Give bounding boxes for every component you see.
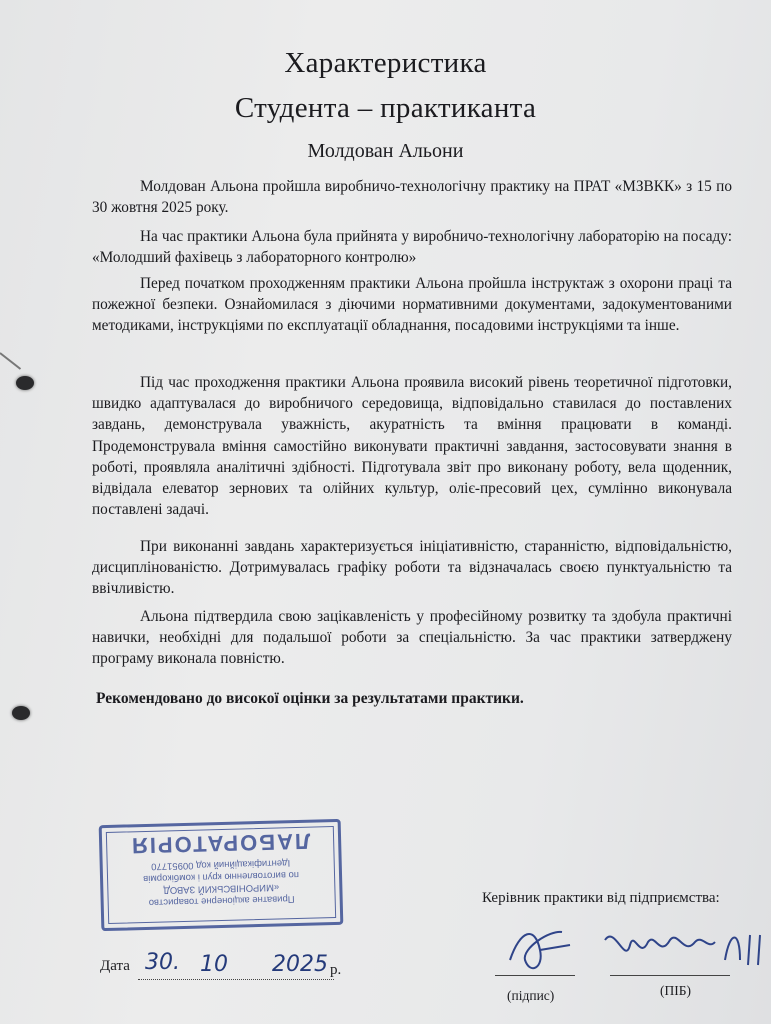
date-underline xyxy=(138,979,334,980)
recommendation: Рекомендовано до високої оцінки за результатами практики. xyxy=(96,690,524,707)
paragraph-qualities: При виконанні завдань характеризується ініціативністю, старанністю, відповідальністю, дисциплінованістю. Дотримувалась графіку роботи та відзначалась своєю пунктуальністю та ввічливістю. xyxy=(92,538,732,598)
stamp-title: ЛАБОРАТОРІЯ xyxy=(129,828,311,859)
handwritten-name xyxy=(600,920,771,980)
signature-mark xyxy=(500,920,580,980)
date-day: 30. xyxy=(145,950,180,975)
document-title: Характеристика xyxy=(284,47,487,79)
paragraph-internship: Молдован Альона пройшла виробничо-технологічну практику на ПРАТ «МЗВКК» з 15 по 30 жовтня 2025 року. xyxy=(92,178,732,217)
date-label: Дата xyxy=(100,958,130,974)
paragraph-performance: Під час проходження практики Альона проявила високий рівень теоретичної підготовки, швидко адаптувалася до виробничого середовища, відповідально ставилася до поставлених завдань, демонструвала уважність, акуратність та вміння працювати в команді. Продемонструвала вміння самостійно виконувати практичні завдання, застосовувати знання в роботі, проявляла аналітичні здібності. Підготувала звіт про виконану роботу, вела щоденник, відвідала елеватор зернових та олійних культур, оліє-пресовий цех, сумлінно виконувала поставлені задачі. xyxy=(92,374,732,519)
signature-caption: (підпис) xyxy=(507,988,555,1003)
binder-hole xyxy=(12,706,30,720)
date-year: 2025 xyxy=(272,952,328,977)
binder-string xyxy=(0,352,21,370)
name-line xyxy=(610,975,730,976)
signature-line xyxy=(495,975,575,976)
paragraph-instruction: Перед початком проходженням практики Альона пройшла інструктаж з охорони праці та пожежної безпеки. Ознайомилася з діючими нормативними документами, задокументованими методиками, інструкціями по експлуатації обладнання, посадовими інструкціями та інше. xyxy=(92,275,732,335)
date-month: 10 xyxy=(200,952,228,977)
name-caption: (ПІБ) xyxy=(660,983,691,998)
student-name: Молдован Альони xyxy=(307,140,464,162)
date-suffix: р. xyxy=(330,962,342,978)
document-subtitle: Студента – практиканта xyxy=(234,92,537,124)
laboratory-stamp: Приватне акціонерне товариство «МИРОНІВСЬКИЙ ЗАВОД по виготовленню круп і комбікормів Ідентифікаційний код 00951770 ЛАБОРАТОРІЯ xyxy=(99,819,344,931)
binder-hole xyxy=(16,376,34,390)
supervisor-label: Керівник практики від підприємства: xyxy=(482,890,720,906)
paragraph-conclusion: Альона підтвердила свою зацікавленість у професійному розвитку та здобула практичні навички, необхідні для подальшої роботи за спеціальністю. За час практики затверджену програму виконала повністю. xyxy=(92,608,732,668)
paragraph-position: На час практики Альона була прийнята у виробничо-технологічну лабораторію на посаду: «Молодший фахівець з лабораторного контролю» xyxy=(92,228,732,267)
